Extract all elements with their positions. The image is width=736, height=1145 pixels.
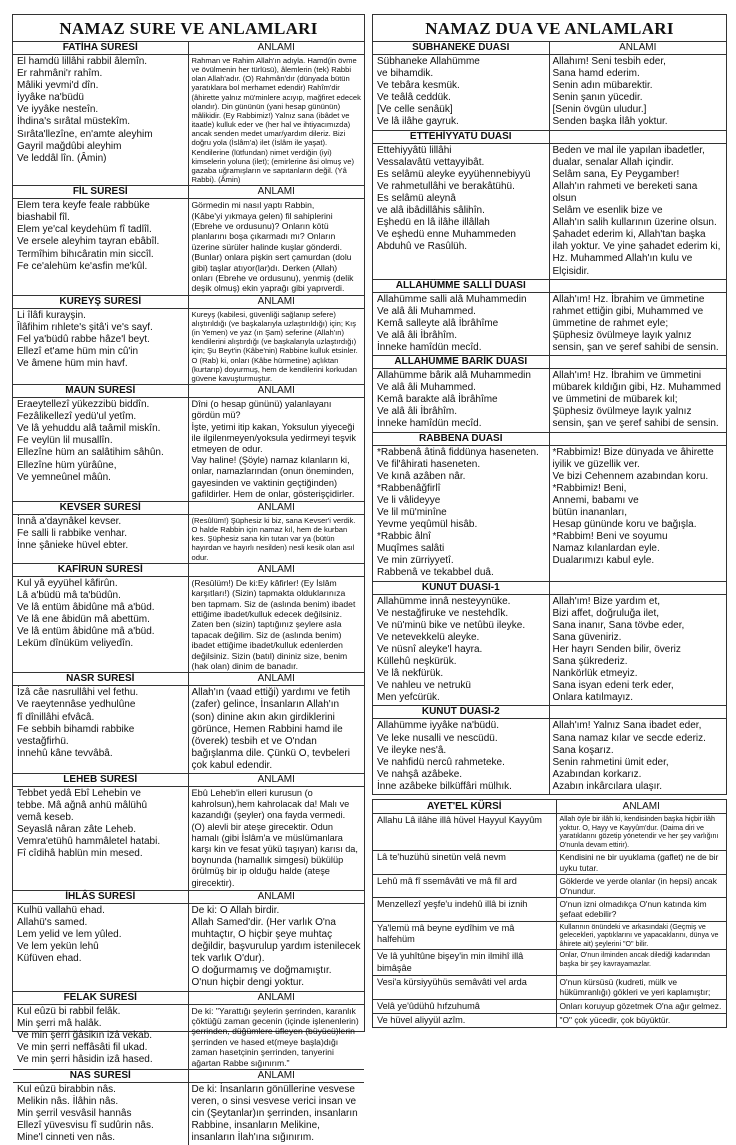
ayet-row (373, 875, 726, 898)
ayet-row (373, 950, 726, 976)
meaning-text: De ki: "Yarattığı şeylerin şerrinden, karanlık çöktüğü zaman gecenin (içinde işlenenlerin) şerrinden, düğümlere üfleyen (büyücü)lerin şerrinden ve hased et(meye başla)dığı zaman hasetçinin şerrinden, tanyerini ağartan Rabbe sığınırım." (191, 1005, 359, 1068)
section-body (13, 904, 364, 991)
section-header (373, 706, 726, 719)
ayet-name: AYET'EL KÜRSİ (373, 800, 557, 813)
ayet-meaning: Onlar, O'nun ilminden ancak dilediği kadarından başka bir şey kavrayamazlar. (559, 951, 710, 968)
section-name: KEVSER SURESİ (13, 502, 189, 514)
section-anlami-label: ANLAMI (257, 295, 295, 307)
section-body (13, 577, 364, 673)
section-anlami-label: ANLAMI (257, 774, 295, 786)
ayet-arabic: Lâ te'huzühü sinetün velâ nevm (373, 851, 557, 873)
arabic-text: Kul eûzü bi rabbil felâk. Min şerri mâ halâk. Ve min şerri ğâsikın izâ vekab. Ve min şerri neffâsâti fil ukad. Ve min şerri hâsidin izâ hased. (13, 1005, 189, 1069)
section-name: KAFİRUN SURESİ (13, 564, 189, 576)
ayet-arabic: Menzellezî yeşfe'u indehû illâ bi iznih (373, 898, 557, 920)
meaning-text: Allah'ım! Hz. İbrahim ve ümmetini mübarek kıldığın gibi, Hz. Muhammed ve ümmetini de mübarek kıl; Şüphesiz övülmeye layık yalnız sensin, şan ve şeref sahibi de sensin. (552, 370, 721, 430)
dua-list (373, 42, 726, 794)
section-name: FATİHA SÜRESİ (13, 42, 189, 54)
ayet-meaning: Kendisini ne bir uyuklama (gaflet) ne de bir uyku tutar. (559, 852, 719, 873)
section-body (13, 515, 364, 563)
section-body (13, 199, 364, 295)
meaning-text: Beden ve mal ile yapılan ibadetler, dualar, senalar Allah içindir. Selâm sana, Ey Peygamber! Allah'ın rahmeti ve bereketi sana olsun Selâm ve esenlik bize ve Allah'ın salih kullarının üzerine olsun. Şahadet ederim ki, Allah'tan başka ilah yoktur. Ve yine şahadet ederim ki, Hz. Muhammed Allah'ın kulu ve Elçisidir. (552, 144, 721, 277)
meaning-text: (Resûlüm!) Şüphesiz ki biz, sana Kevser'i verdik. O halde Rabbin için namaz kıl, hem de kurban kes. Şüphesiz sana kin tutan var ya (bütün hayırdan ve hayırlı nesilden) nesli kesik olan asıl odur. (191, 515, 356, 562)
meaning-text: Allah'ın (vaad ettiği) yardımı ve fetih (zafer) gelince, İnsanların Allah'ın (son) dinine akın akın girdiklerini görünce, Hemen Rabbini hamd ile (överek) tesbih et ve O'ndan bağışlanma dile. Çünkü O, tevbeleri çok kabul edendir. (191, 687, 351, 771)
meaning-text: De ki: O Allah birdir. Allah Samed'dir. (Her varlık O'na muhtaçtır, O hiçbir şeye muhtaç değildir, başvurulup yardım istenilecek tek varlık O'dur). O doğurmamış ve doğmamıştır. O'nun hiçbir dengi yoktur. (191, 904, 361, 989)
section-name: FELAK SURESİ (13, 992, 189, 1004)
arabic-text: Allahümme innâ nesteyynüke. Ve nestağfiruke ve nestehdîk. Ve nü'minü bike ve netûbü ileyke. Ve netevekkelü aleyke. Ve nüsnî aleyke'l hayra. Küllehû neşkürük. Ve lâ nekfürük. Ve nahleu ve netrukü Men yefcürük. (373, 595, 550, 706)
section-name: ETTEHİYYATÜ DUASI (373, 131, 550, 143)
ayet-arabic: Ve lâ yuhîtûne bişey'in min ilmihî illâ bimâşâe (373, 950, 557, 975)
section (13, 502, 364, 564)
ayet-el-kursi-box (372, 799, 727, 1028)
ayet-meaning: O'nun kürsüsü (kudreti, mülk ve hükümranlığı) gökleri ve yeri kaplamıştır; (559, 977, 711, 998)
arabic-text: Li îlâfi kurayşin. Îlâfihim rıhlete's şitâ'i ve's sayf. Fel ya'büdû rabbe hâze'l beyt. Ellezî et'ame hüm min cû'in Ve âmene hüm min havf. (13, 309, 189, 384)
section-body (13, 309, 364, 384)
section-anlami-label: ANLAMI (257, 991, 295, 1003)
section-header (373, 42, 726, 55)
section (373, 582, 726, 707)
ayet-row (373, 976, 726, 999)
ayet-header (373, 800, 726, 814)
meaning-text: Dîni (o hesap gününü) yalanlayanı gördün mü? İşte, yetimi itip kakan, Yoksulun yiyeceği ile ilgilenmeyen/yoksula yedirmeyi teşvik etmeyen de odur. Vay haline! (Şöyle) namaz kılanların ki, onlar, namazlarından (onun öneminden, gayesinden ve vaktinin geçtiğinden) gafildirler. Hem de onlar, gösterişçidirler. (191, 399, 356, 499)
meaning-text: Allah'ım! Hz. İbrahim ve ümmetine rahmet ettiğin gibi, Muhammed ve ümmetine de rahmet eyle; Şüphesiz övülmeye layık yalnız sensin, şan ve şeref sahibi de sensin. (552, 293, 719, 353)
section-header (373, 356, 726, 369)
arabic-text: *Rabbenâ âtinâ fiddünya haseneten. Ve fil'âhirati haseneten. Ve kınâ azâben nâr. *Rabbenâğfirlî Ve li vâlideyye Ve lil mü'minîne Yevme yeqûmül hisâb. *Rabbic âlnî Muqîmes salâti Ve min zürriyyetî. Rabbenâ ve tekabbel duâ. (373, 446, 550, 581)
arabic-text: Kul eûzü birabbin nâs. Melikin nâs. İlâhin nâs. Min şerril vesvâsil hannâs Ellezî yüvesvisu fî sudûrin nâs. Mine'l cinneti ven nâs. (13, 1083, 189, 1145)
ayet-row (373, 851, 726, 874)
section-name: RABBENA DUASI (373, 433, 550, 445)
ayet-anlami-label: ANLAMI (622, 800, 660, 812)
section-header (373, 582, 726, 595)
arabic-text: Allahümme salli alâ Muhammedin Ve alâ âli Muhammed. Kemâ salleyte alâ İbrâhîme Ve alâ âli İbrâhîm. İnneke hamîdün mecîd. (373, 293, 550, 355)
section (373, 42, 726, 131)
section (13, 673, 364, 774)
meaning-text: De ki: İnsanların gönüllerine vesvese veren, o sinsi vesvese verici insan ve cin (Şeytanlar)ın şerrinden, insanların Rabbine, insanların Melikine, insanların İlah'ına sığınırım. (191, 1083, 358, 1144)
section-name: NASR SURESİ (13, 673, 189, 685)
arabic-text: Allahümme bârik alâ Muhammedin Ve alâ âli Muhammed. Kemâ barakte alâ İbrâhîme Ve alâ âli İbrâhîm. İnneke hamîdün mecîd. (373, 369, 550, 431)
section-anlami-label (550, 131, 727, 143)
section-header (373, 433, 726, 446)
section (13, 186, 364, 296)
ayet-meaning: Onları koruyup gözetmek O'na ağır gelmez. (559, 1000, 722, 1011)
section-name: NAS SURESİ (13, 1070, 189, 1082)
section-header (373, 280, 726, 293)
section-anlami-label: ANLAMI (619, 42, 657, 53)
section-header (373, 131, 726, 144)
section (13, 891, 364, 992)
arabic-text: Tebbet yedâ Ebî Lehebin ve tebbe. Mâ ağnâ anhü mâlühû vemâ keseb. Seyaslâ nâran zâte Leheb. Vemra'etühû hammâletel hatabi. Fî cîdihâ hablün min mesed. (13, 787, 189, 890)
section-name: MAUN SURESİ (13, 385, 189, 397)
section-anlami-label (550, 433, 727, 445)
dua-box (372, 14, 727, 795)
meaning-text: Kureyş (kabilesi, güvenliği sağlanıp sefere) alıştırıldığı (ve başkalarıyla uzlaştırıldığı) için; Kış (in Yemen) ve yaz (ın Şam) seferine (Allah'ın) kendilerini alıştırdığı (ve başkalarıyla uzlaştırdığı) için; Şu Beyt'in (Kâbe'nin) Rabbine kulluk etsinler. O (Rab) ki, onları (Kâbe hürmetine) açlıktan (kurtarıp) doyurmuş, hem de kendilerini korkudan güvene kavuşturmuştur. (191, 309, 358, 383)
section-body (373, 595, 726, 706)
section (13, 385, 364, 502)
dua-title: NAMAZ DUA VE ANLAMLARI (373, 15, 726, 42)
arabic-text: Ettehiyyâtü lillâhi Vessalavâtü vettayyibât. Es selâmü aleyke eyyühennebiyyü Ve rahmetullâhi ve berakâtühü. Es selâmü aleynâ ve alâ ibâdillâhis sâlihîn. Eşhedü en lâ ilâhe illâllah Ve eşhedü enne Muhammeden Abduhû ve Rasûlüh. (373, 144, 550, 279)
section (13, 992, 364, 1070)
arabic-text: İzâ câe nasrullâhi vel fethu. Ve raeytennâse yedhulûne fî dînillâhi efvâcâ. Fe sebbih bihamdi rabbike vestağfirhü. İnnehû kâne tevvâbâ. (13, 686, 189, 773)
section-header (13, 385, 364, 398)
section-name: KUNUT DUASI-2 (373, 706, 550, 718)
arabic-text: Kulhü vallahü ehad. Allahü's samed. Lem yelid ve lem yûled. Ve lem yekün lehû Küfüven ehad. (13, 904, 189, 991)
section-header (13, 42, 364, 55)
section-header (13, 186, 364, 199)
section-anlami-label: ANLAMI (257, 890, 295, 902)
section-header (13, 673, 364, 686)
ayet-row (373, 898, 726, 921)
section-name: ALLAHÜMME BARİK DUASI (373, 356, 550, 368)
ayet-row (373, 1000, 726, 1014)
section (373, 131, 726, 280)
ayet-meaning: O'nun izni olmadıkça O'nun katında kim şefaat edebilir? (559, 899, 707, 920)
section-anlami-label (550, 280, 727, 292)
section-name: İHLÂS SURESİ (13, 891, 189, 903)
section-anlami-label: ANLAMI (257, 385, 295, 397)
section (373, 280, 726, 356)
arabic-text: İnnâ a'daynâkel kevser. Fe salli li rabbike venhar. İnne şânieke hüvel ebter. (13, 515, 189, 563)
meaning-text: *Rabbimiz! Bize dünyada ve âhirette iyilik ve güzellik ver. Ve bizi Cehennem azabından koru. *Rabbimiz! Beni, Annemi, babamı ve bütün inananları, Hesap gününde koru ve bağışla. *Rabbim! Beni ve soyumu Namaz kılanlardan eyle. Dualarımızı kabul eyle. (552, 446, 714, 567)
section-body (373, 446, 726, 581)
arabic-text: Kul yâ eyyühel kâfirûn. Lâ a'büdü mâ ta'büdûn. Ve lâ entüm âbidûne mâ a'büd. Ve lâ ene âbidün mâ abettüm. Ve lâ entüm âbidûne mâ a'büd. Leküm dînüküm veliyedîn. (13, 577, 189, 673)
section-header (13, 564, 364, 577)
meaning-text: Allahım! Seni tesbih eder, Sana hamd ederim. Senin adın mübarektir. Senin şanın yücedir. [Senin övgün uludur.] Senden başka İlâh yoktur. (552, 56, 668, 128)
section-body (13, 1005, 364, 1069)
ayet-arabic: Ve hüvel aliyyül azîm. (373, 1014, 557, 1027)
section-header (13, 992, 364, 1005)
ayet-meaning: Kullarının önündeki ve arkasındaki (Geçmiş ve gelecekleri, yaptıklarını ve yapacaklarını, dünya ve âhirete ait) şeylerini "O" bilir. (559, 922, 719, 948)
arabic-text: El hamdü lillâhi rabbil âlemîn. Er rahmâni'r rahîm. Mâliki yevmi'd dîn. İyyâke na'büdü Ve iyyâke nesteîn. İhdina's sırâtal müstekîm. Sırâta'llezîne, en'amte aleyhim Gayril mağdûbi aleyhim Ve leddâl lîn. (Âmin) (13, 55, 189, 185)
sure-column (12, 14, 365, 1144)
meaning-text: Ebû Leheb'in elleri kurusun (o kahrolsun),hem kahrolacak da! Malı ve kazandığı (şeyler) ona fayda vermedi. (O) alevli bir ateşe girecektir. Odun hamalı (gibi İslâm'a ve müslümanlara karşı kin ve fesat yükü taşıyan) karısı da, boynunda (hamallık simgesi) bükülüp örülmüş bir ip olduğu halde (ateşe girecektir). (191, 788, 358, 888)
section-name: FİL SÜRESİ (13, 186, 189, 198)
ayet-meaning: Allah öyle bir ilâh ki, kendisinden başka hiçbir ilâh yoktur. O, Hayy ve Kayyûm'dur. (Daima diri ve yaratıklarını gözetip yönetendir ve her şey varlığını O'nunla devam ettirir). (559, 814, 719, 849)
section (373, 356, 726, 432)
section-anlami-label: ANLAMI (257, 501, 295, 513)
section-name: LEHEB SURESİ (13, 774, 189, 786)
section (373, 433, 726, 582)
meaning-text: Allah'ım! Bize yardım et, Bizi affet, doğruluğa ilet, Sana inanır, Sana tövbe eder, Sana güveniriz. Her hayrı Senden bilir, överiz Sana şükrederiz. Nankörlük etmeyiz. Sana isyan edeni terk eder, Onlara katılmayız. (552, 595, 685, 704)
arabic-text: Elem tera keyfe feale rabbüke biashabil fîl. Elem ye'cal keydehüm fî tadlîl. Ve ersele aleyhim tayran ebâbîl. Termîhim bihıcâratin min siccîl. Fe ce'alehüm ke'asfin me'kûl. (13, 199, 189, 295)
section-anlami-label (550, 582, 727, 594)
section-header (13, 296, 364, 309)
sure-list (13, 42, 364, 1145)
section (373, 706, 726, 794)
section-body (373, 55, 726, 130)
ayet-rows (373, 814, 726, 1027)
section-header (13, 1070, 364, 1083)
section (13, 42, 364, 186)
ayet-row (373, 814, 726, 851)
section-header (13, 891, 364, 904)
section-anlami-label (550, 706, 727, 718)
arabic-text: Allahümme iyyâke na'büdü. Ve leke nusalli ve nescüdü. Ve ileyke nes'â. Ve nahfidü nercû rahmeteke. Ve nahşâ azâbeke. İnne azâbeke bilküffâri mülhık. (373, 719, 550, 794)
meaning-text: Görmedin mi nasıl yaptı Rabbin, (Kâbe'yi yıkmaya gelen) fil sahiplerini (Ebrehe ve ordusunu)? Onların kötü planlarını boşa çıkarmadı mı? Onların üzerine sürüler halinde kuşlar gönderdi. (Bunlar) onlara pişkin sert çamurdan (dolu gibi) taşlar atıyor(lar)dı. Derken (Allah) onları (Ebrehe ve ordusunu), yenmiş (delik deşik olmuş) ekin yaprağı gibi yapıverdi. (191, 200, 354, 294)
section-anlami-label: ANLAMI (257, 42, 295, 53)
section-body (13, 398, 364, 501)
ayet-arabic: Ya'lemü mâ beyne eydîhim ve mâ halfehüm (373, 922, 557, 950)
ayet-meaning: Göklerde ve yerde olanlar (in hepsi) ancak O'nundur. (559, 875, 717, 896)
meaning-text: (Resûlüm!) De ki:Ey kâfirler! (Ey İslâm karşıtları!) (Sizin) tapmakta olduklarınıza ben tapmam. Siz de (aslında benim) ibadet ettiğime ibadet/kulluk edecek değilsiniz. Zaten ben (sizin) taptığınız şeylere asla tapacak değilim. Siz de (aslında benim) ibadet ettiğime ibadet/kulluk edenlerden değilsiniz. Sizin (batıl) dininiz size, benim (hak olan) dinim de banadır. (191, 577, 356, 671)
section (13, 564, 364, 674)
section-anlami-label: ANLAMI (257, 673, 295, 685)
section-anlami-label (550, 356, 727, 368)
ayet-arabic: Velâ ye'ûdühû hıfzuhumâ (373, 1000, 557, 1013)
section-anlami-label: ANLAMI (257, 186, 295, 198)
meaning-text: Allah'ım! Yalnız Sana ibadet eder, Sana namaz kılar ve secde ederiz. Sana koşarız. Senin rahmetini ümit eder, Azabından korkarız. Azabın inkârcılara ulaşır. (552, 720, 706, 792)
ayet-arabic: Vesi'a kürsiyyühüs semâvâti vel arda (373, 976, 557, 998)
section-name: KUREYŞ SURESİ (13, 296, 189, 308)
meaning-text: Rahman ve Rahim Allah'ın adıyla. Hamd(in övme ve övülmenin her türlüsü), âlemlerin (tek) Rabbi olan Allah'adır. (O) Rahmân'dır (dünyada bütün yaratıklara bol merhamet edendir) Rahîm'dir (âhirette yalnız mü'minlere acıyıp, mağfiret edecek olandır). Din gününün (yani hesap gününün) mâlikidir. (Ey Rabbimiz!) Yalnız sana (ibâdet ve itaatle) kulluk eder ve (her hal ve ihtiyacımızda) ancak senden medet umar/yardım dileriz. Bizi doğru yola (İslâm'a) ilet (İslâm ile yaşat). Kendilerine (lütfundan) nimet verdiğin (iyi) kimselerin yoluna (ilet); (emirlerine âsi olmuş ve) gazaba uğramışların ve sapıtanların değil. (Yâ Rabbi). (Âmin) (191, 56, 361, 185)
section-anlami-label: ANLAMI (257, 1069, 295, 1081)
section-body (13, 787, 364, 890)
section-name: KUNUT DUASI-1 (373, 582, 550, 594)
ayet-arabic: Allahu Lâ ilâhe illâ hüvel Hayyul Kayyûm (373, 814, 557, 850)
section-name: ALLAHÜMME SALLİ DUASI (373, 280, 550, 292)
section-body (373, 144, 726, 279)
ayet-row (373, 922, 726, 951)
section (13, 774, 364, 891)
sure-title: NAMAZ SURE VE ANLAMLARI (13, 15, 364, 42)
section-body (373, 369, 726, 431)
dua-column (372, 14, 727, 1032)
section (13, 296, 364, 385)
section-body (373, 293, 726, 355)
section-name: SÜBHANEKE DUASI (373, 42, 550, 54)
section-header (13, 774, 364, 787)
section-body (13, 55, 364, 185)
section (13, 1070, 364, 1145)
section-body (13, 1083, 364, 1145)
ayet-meaning: "O" çok yücedir, çok büyüktür. (559, 1014, 671, 1025)
ayet-arabic: Lehû mâ fî ssemâvâti ve mâ fil ard (373, 875, 557, 897)
ayet-row (373, 1014, 726, 1027)
arabic-text: Sübhaneke Allahümme ve bihamdik. Ve tebâra kesmük. Ve teâlâ ceddük. [Ve celle senâük] Ve lâ ilâhe gayruk. (373, 55, 550, 130)
section-body (13, 686, 364, 773)
section-header (13, 502, 364, 515)
section-body (373, 719, 726, 794)
section-anlami-label: ANLAMI (257, 563, 295, 575)
arabic-text: Eraeytellezî yükezzibü biddîn. Fezâlikellezî yedü'ul yetîm. Ve lâ yehuddu alâ taâmil miskîn. Fe veylün lil musallîn. Ellezîne hüm an salâtihim sâhûn. Ellezîne hüm yürâûne, Ve yemneûnel mâûn. (13, 398, 189, 501)
